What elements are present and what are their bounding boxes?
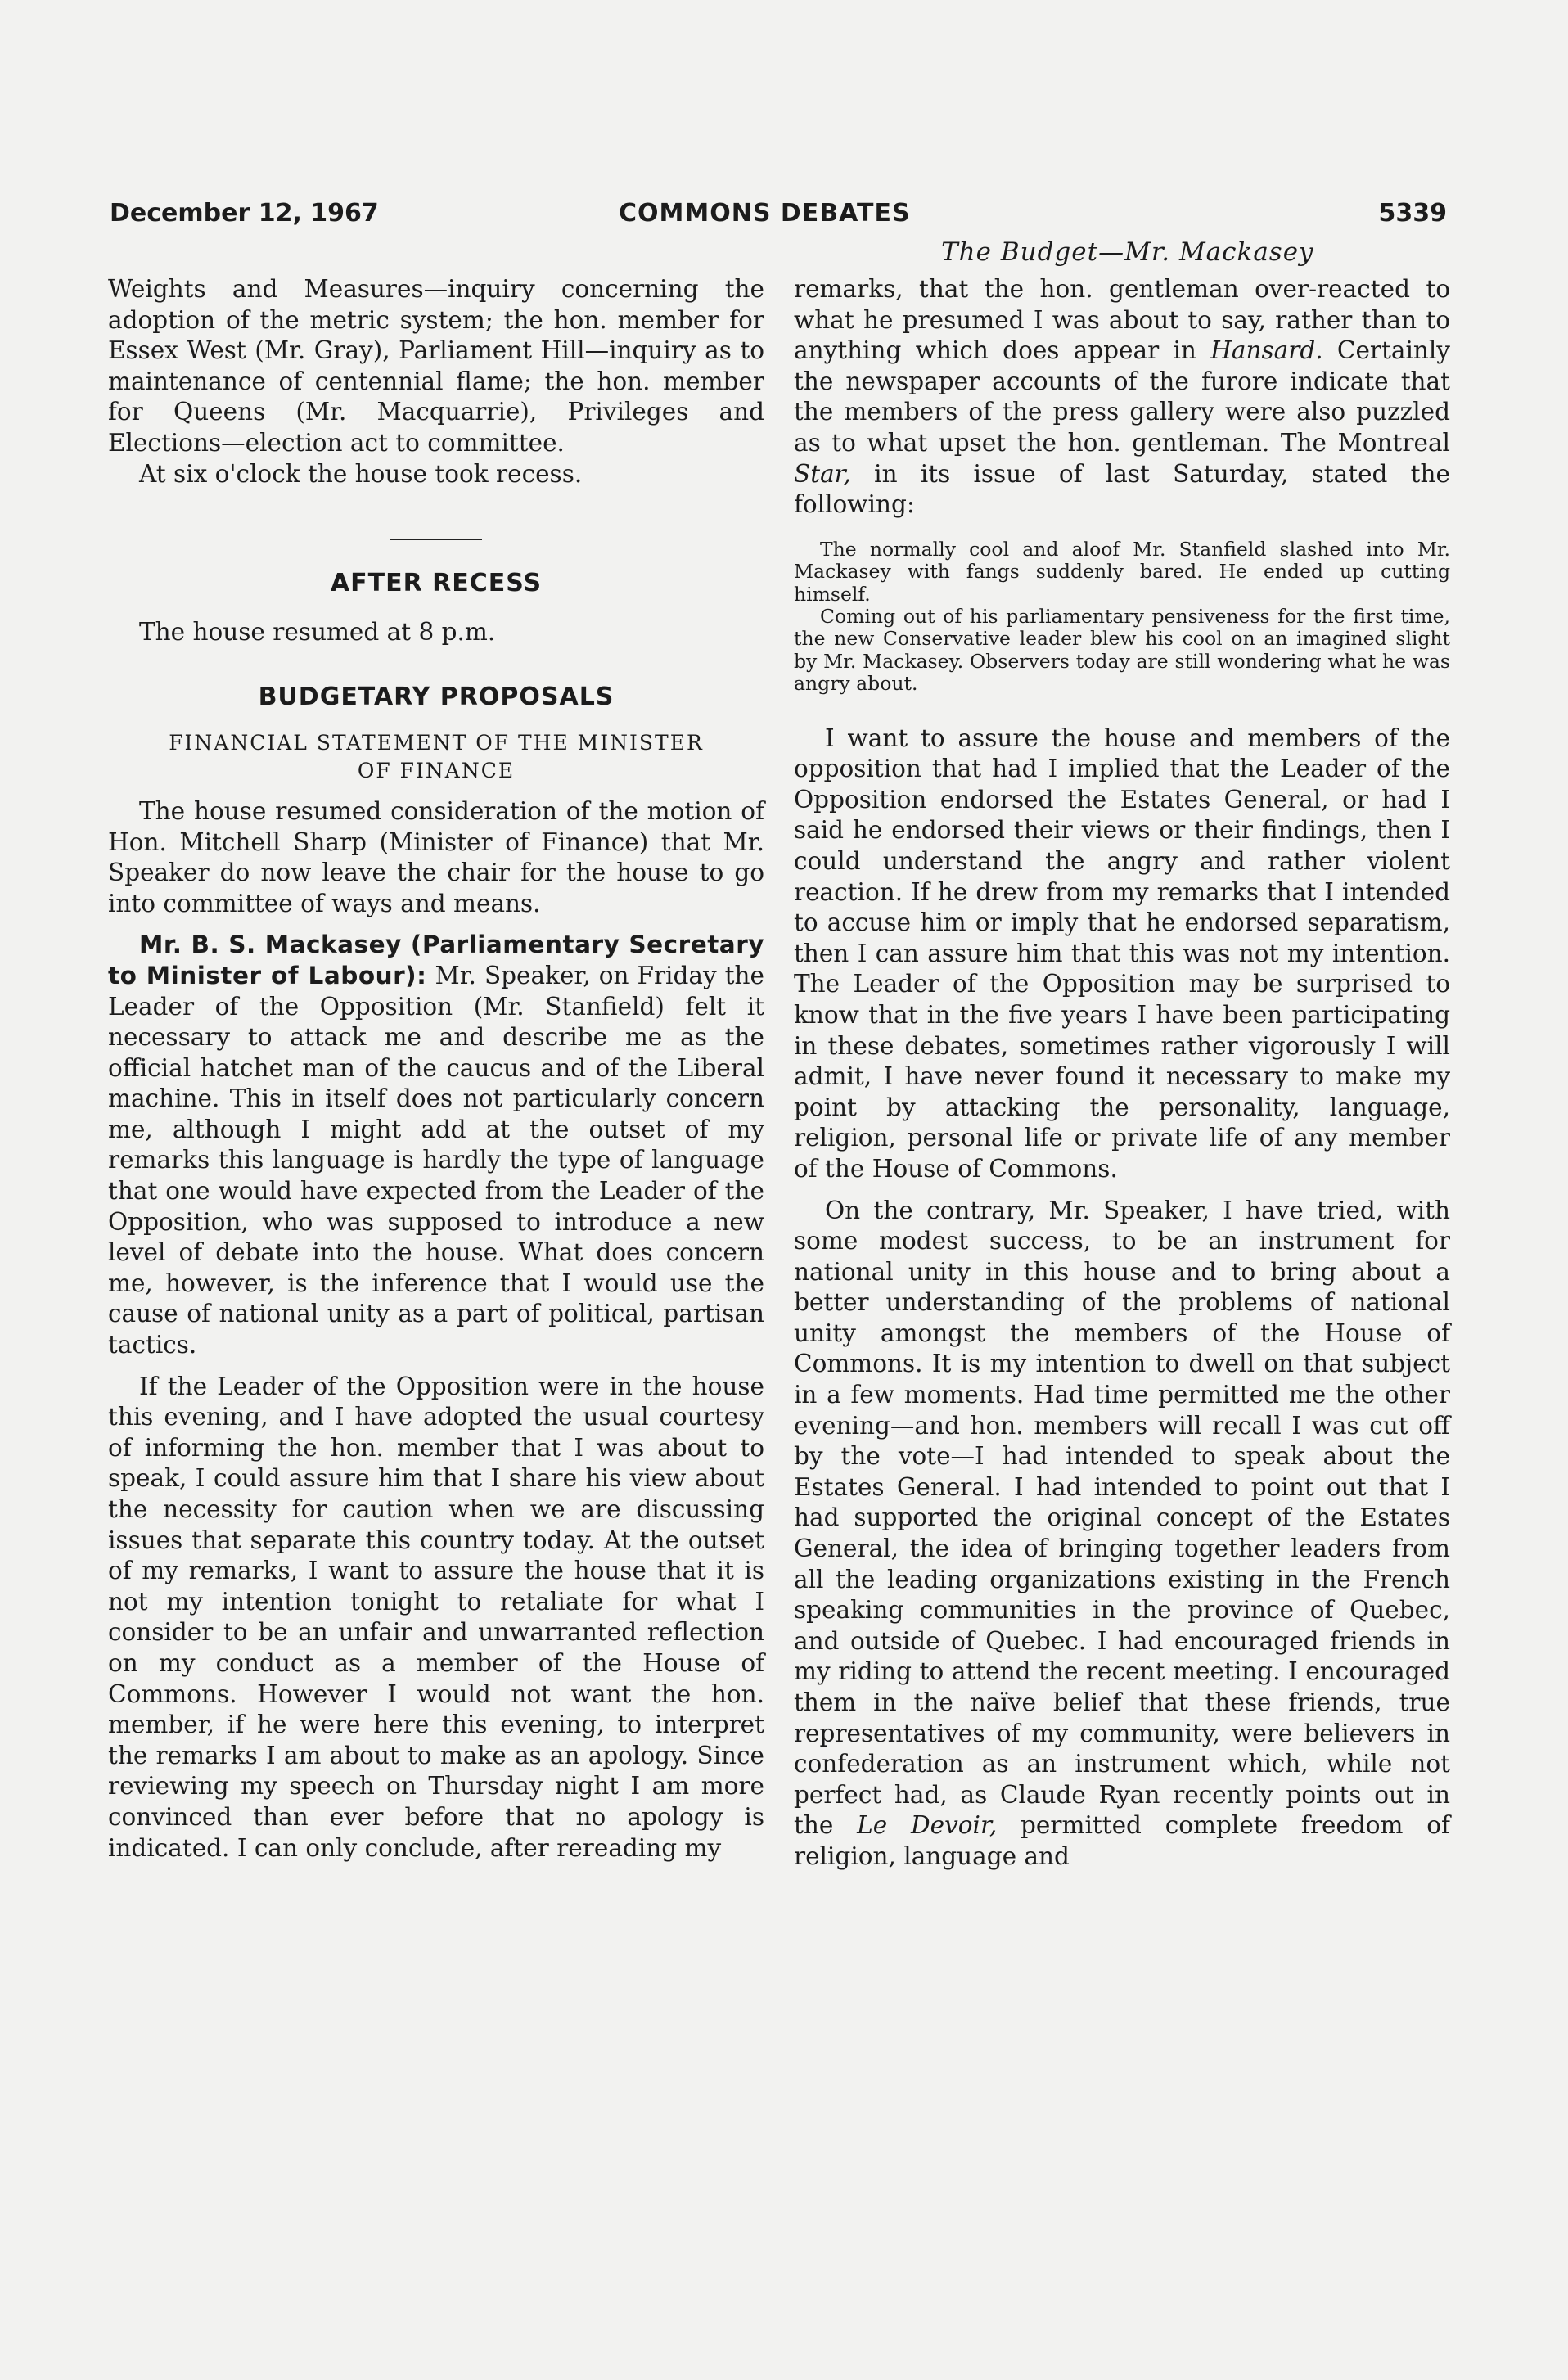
text-run: Certainly the newspaper accounts of the furore indicate that the members of the press gallery were also puzzled as to what upset the hon. gentleman. The Montreal: [794, 336, 1450, 457]
after-recess-heading: AFTER RECESS: [330, 569, 543, 598]
le-devoir-italic: Le Devoir,: [857, 1811, 998, 1840]
financial-statement-subheading: FINANCIAL STATEMENT OF THE MINISTER OF FINANCE: [169, 730, 704, 782]
hansard-italic: Hansard.: [1210, 336, 1323, 365]
left-column: [108, 274, 764, 1864]
text-run: permitted complete freedom of religion, language and: [794, 1811, 1450, 1870]
paragraph: I want to assure the house and members of the opposition that had I implied that the Leader of the Opposition endorsed the Estates General, or had I said he endorsed their views or their findings, then I could understand the angry and rather violent reaction. If he drew from my remarks that I intended to accuse him or imply that he endorsed separatism, then I can assure him that this was not my intention. The Leader of the Opposition may be surprised to know that in the five years I have been participating in these debates, sometimes rather vigorously I will admit, I have never found it necessary to make my point by attacking the personality, language, religion, personal life or private life of any member of the House of Commons.: [794, 723, 1450, 1183]
right-column: [794, 274, 1450, 1873]
paragraph: The house resumed at 8 p.m.: [139, 617, 496, 646]
text-run: in its issue of last Saturday, stated the following:: [794, 459, 1450, 519]
quote-paragraph: Coming out of his parliamentary pensiveness for the first time, the new Conservative leader blew his cool on an imagined slight by Mr. Mackasey. Observers today are still wondering what he was angry about.: [794, 604, 1450, 696]
paragraph: At six o'clock the house took recess.: [139, 459, 583, 488]
budget-heading: BUDGETARY PROPOSALS: [258, 683, 615, 712]
paragraph: [794, 1196, 1450, 1873]
running-head: The Budget—Mr. Mackasey: [941, 237, 1314, 267]
speech-paragraph: [108, 930, 764, 1360]
speaker-name: Mr. B. S. Mackasey (Parliamentary Secretary to Minister of Labour):: [108, 931, 764, 989]
page-number: 5339: [1378, 199, 1447, 228]
paragraph: If the Leader of the Opposition were in the house this evening, and I have adopted the usual courtesy of informing the hon. member that I was about to speak, I could assure him that I share his view about the necessity for caution when we are discussing issues that separate this country today. At the outset of my remarks, I want to assure the house that it is not my intention tonight to retaliate for what I consider to be an unfair and unwarranted reflection on my conduct as a member of the House of Commons. However I would not want the hon. member, if he were here this evening, to interpret the remarks I am about to make as an apology. Since reviewing my speech on Thursday night I am more convinced than ever before that no apology is indicated. I can only conclude, after rereading my: [108, 1372, 764, 1862]
text-run: On the contrary, Mr. Speaker, I have tried, with some modest success, to be an instrument for national unity in this house and to bring about a better understanding of the problems of national unity amongst the members of the House of Commons. It is my intention to dwell on that subject in a few moments. Had time permitted me the other evening—and hon. members will recall I was cut off by the vote—I had intended to speak about the Estates General. I had intended to point out that I had supported the original concept of the Estates General, the idea of bringing together leaders from all the leading organizations existing in the French speaking communities in the province of Quebec, and outside of Quebec. I had encouraged friends in my riding to attend the recent meeting. I encouraged them in the naïve belief that these friends, true representatives of my community, were believers in confederation as an instrument which, while not perfect had, as Claude Ryan recently points out in the: [794, 1196, 1450, 1840]
quote-paragraph: The normally cool and aloof Mr. Stanfield slashed into Mr. Mackasey with fangs suddenly bared. He ended up cutting himself.: [794, 537, 1450, 606]
speech-text: Mr. Speaker, on Friday the Leader of the Opposition (Mr. Stanfield) felt it necessary to attack me and describe me as the official hatchet man of the caucus and of the Liberal machine. This in itself does not particularly concern me, although I might add at the outset of my remarks this language is hardly the type of language that one would have expected from the Leader of the Opposition, who was supposed to introduce a new level of debate into the house. What does concern me, however, is the inference that I would use the cause of national unity as a part of political, partisan tactics.: [108, 961, 764, 1359]
block-quote: [794, 539, 1450, 696]
paragraph: Weights and Measures—inquiry concerning the adoption of the metric system; the hon. member for Essex West (Mr. Gray), Parliament Hill—inquiry as to maintenance of centennial flame; the hon. member for Queens (Mr. Macquarrie), Privileges and Elections—election act to committee.: [108, 275, 764, 457]
header-date: December 12, 1967: [110, 199, 379, 228]
text-run: remarks, that the hon. gentleman over-reacted to what he presumed I was about to say, rather than to anything which does appear in: [794, 275, 1450, 365]
section-divider: [390, 539, 482, 540]
header-title: COMMONS DEBATES: [619, 199, 911, 228]
star-italic: Star,: [794, 459, 851, 488]
page-header: [110, 199, 1447, 235]
paragraph: The house resumed consideration of the motion of Hon. Mitchell Sharp (Minister of Finance) that Mr. Speaker do now leave the chair for the house to go into committee of ways and means.: [108, 796, 764, 917]
paragraph: [794, 274, 1450, 521]
